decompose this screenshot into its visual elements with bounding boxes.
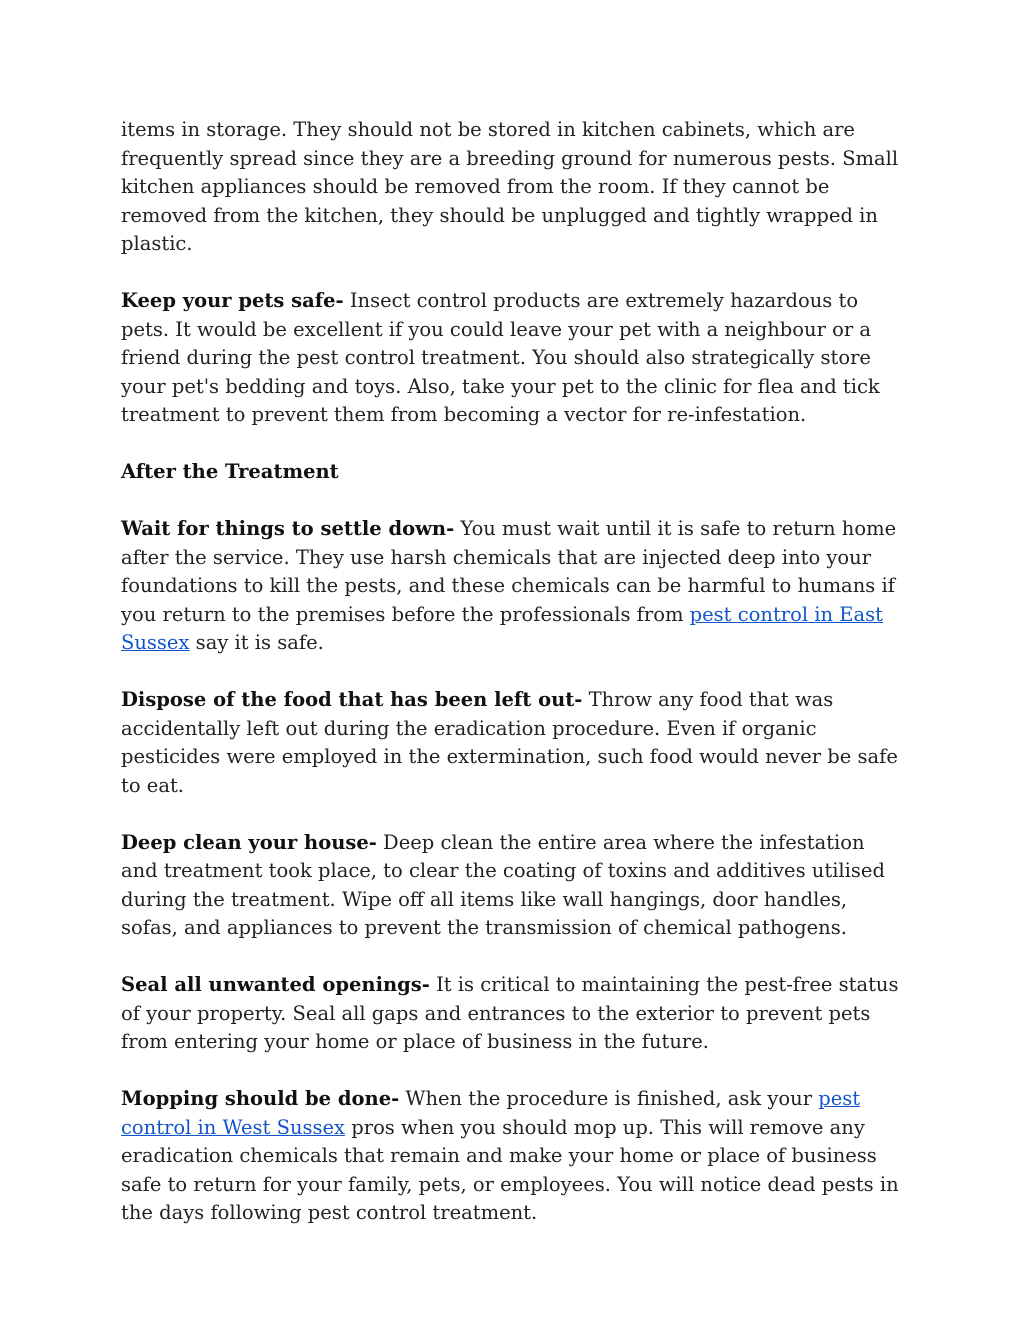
paragraph-heading: Keep your pets safe-: [121, 289, 344, 312]
paragraph-deep-clean: [121, 829, 901, 943]
paragraph-mopping: [121, 1085, 901, 1228]
paragraph-heading: Dispose of the food that has been left out-: [121, 688, 583, 711]
paragraph-storage: [121, 116, 901, 259]
paragraph-text-after: say it is safe.: [189, 631, 324, 654]
paragraph-wait: [121, 515, 901, 658]
paragraph-text: You must wait until it is safe to return home after the service. They use harsh chemicals that are injected deep into your foundations to kill the pests, and these chemicals can be harmful to humans if you return to the premises before the professionals from: [121, 517, 897, 626]
link-pest-control-west-sussex[interactable]: pest control in West Sussex: [121, 1087, 861, 1139]
paragraph-heading: Deep clean your house-: [121, 830, 377, 854]
paragraph-text-after: pros when you should mop up. This will remove any eradication chemicals that remain and make your home or place of business safe to return for your family, pets, or employees. You will notice dead pests in the days following pest control treatment.: [121, 1115, 899, 1224]
paragraph-text: items in storage. They should not be stored in kitchen cabinets, which are frequently spread since they are a breeding ground for numerous pests. Small kitchen appliances should be removed from the room. If they cannot be removed from the kitchen, they should be unplugged and tightly wrapped in plastic.: [121, 118, 899, 255]
paragraph-text: Insect control products are extremely hazardous to pets. It would be excellent if you could leave your pet with a neighbour or a friend during the pest control treatment. You should also strategically store your pet's bedding and toys. Also, take your pet to the clinic for flea and tick treatment to prevent them from becoming a vector for re-infestation.: [121, 289, 880, 426]
paragraph-seal-openings: [121, 971, 901, 1057]
section-heading: After the Treatment: [121, 460, 339, 483]
paragraph-heading: Wait for things to settle down-: [121, 517, 455, 540]
paragraph-text: Throw any food that was accidentally left out during the eradication procedure. Even if organic pesticides were employed in the extermination, such food would never be safe to eat.: [121, 688, 898, 797]
paragraph-text: When the procedure is finished, ask your: [399, 1087, 819, 1110]
paragraph-text: Deep clean the entire area where the infestation and treatment took place, to clear the coating of toxins and additives utilised during the treatment. Wipe off all items like wall hangings, door handles, sofas, and appliances to prevent the transmission of chemical pathogens.: [121, 830, 885, 939]
paragraph-heading: Seal all unwanted openings-: [121, 973, 430, 996]
paragraph-dispose-food: [121, 686, 901, 800]
paragraph-pets-safe: [121, 287, 901, 430]
link-pest-control-east-sussex[interactable]: pest control in East Sussex: [121, 602, 883, 654]
paragraph-heading: Mopping should be done-: [121, 1087, 400, 1110]
paragraph-text: It is critical to maintaining the pest-free status of your property. Seal all gaps and entrances to the exterior to prevent pets from entering your home or place of business in the future.: [121, 973, 899, 1053]
document-page: [121, 116, 901, 1256]
